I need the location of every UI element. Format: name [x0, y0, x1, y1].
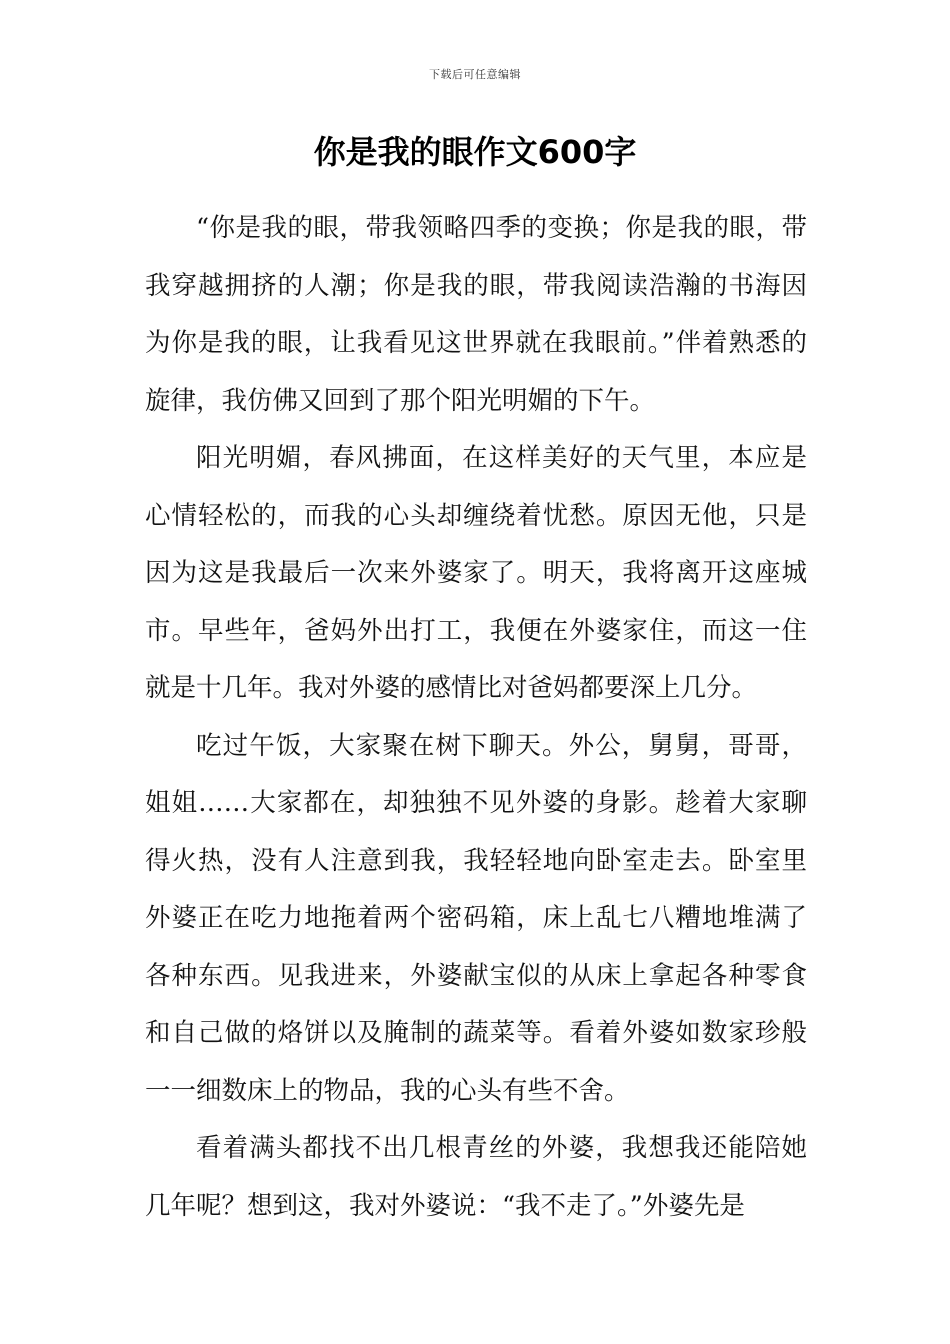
essay-body	[145, 200, 807, 1235]
paragraph-1: “你是我的眼，带我领略四季的变换；你是我的眼，带我穿越拥挤的人潮；你是我的眼，带我阅读浩瀚的书海因为你是我的眼，让我看见这世界就在我眼前。”伴着熟悉的旋律，我仿佛又回到了那个阳光明媚的下午。	[145, 213, 807, 416]
paragraph-3: 吃过午饭，大家聚在树下聊天。外公，舅舅，哥哥，姐姐……大家都在，却独独不见外婆的身影。趁着大家聊得火热，没有人注意到我，我轻轻地向卧室走去。卧室里外婆正在吃力地拖着两个密码箱，床上乱七八糟地堆满了各种东西。见我进来，外婆献宝似的从床上拿起各种零食和自己做的烙饼以及腌制的蔬菜等。看着外婆如数家珍般一一细数床上的物品，我的心头有些不舍。	[145, 730, 807, 1106]
header-note: 下载后可任意编辑	[429, 68, 521, 81]
paragraph-2: 阳光明媚，春风拂面，在这样美好的天气里，本应是心情轻松的，而我的心头却缠绕着忧愁。原因无他，只是因为这是我最后一次来外婆家了。明天，我将离开这座城市。早些年，爸妈外出打工，我便在外婆家住，而这一住就是十几年。我对外婆的感情比对爸妈都要深上几分。	[145, 443, 807, 703]
page-title: 你是我的眼作文600字	[313, 133, 637, 171]
paragraph-4: 看着满头都找不出几根青丝的外婆，我想我还能陪她几年呢？想到这，我对外婆说：“我不走了。”外婆先是	[145, 1133, 807, 1221]
